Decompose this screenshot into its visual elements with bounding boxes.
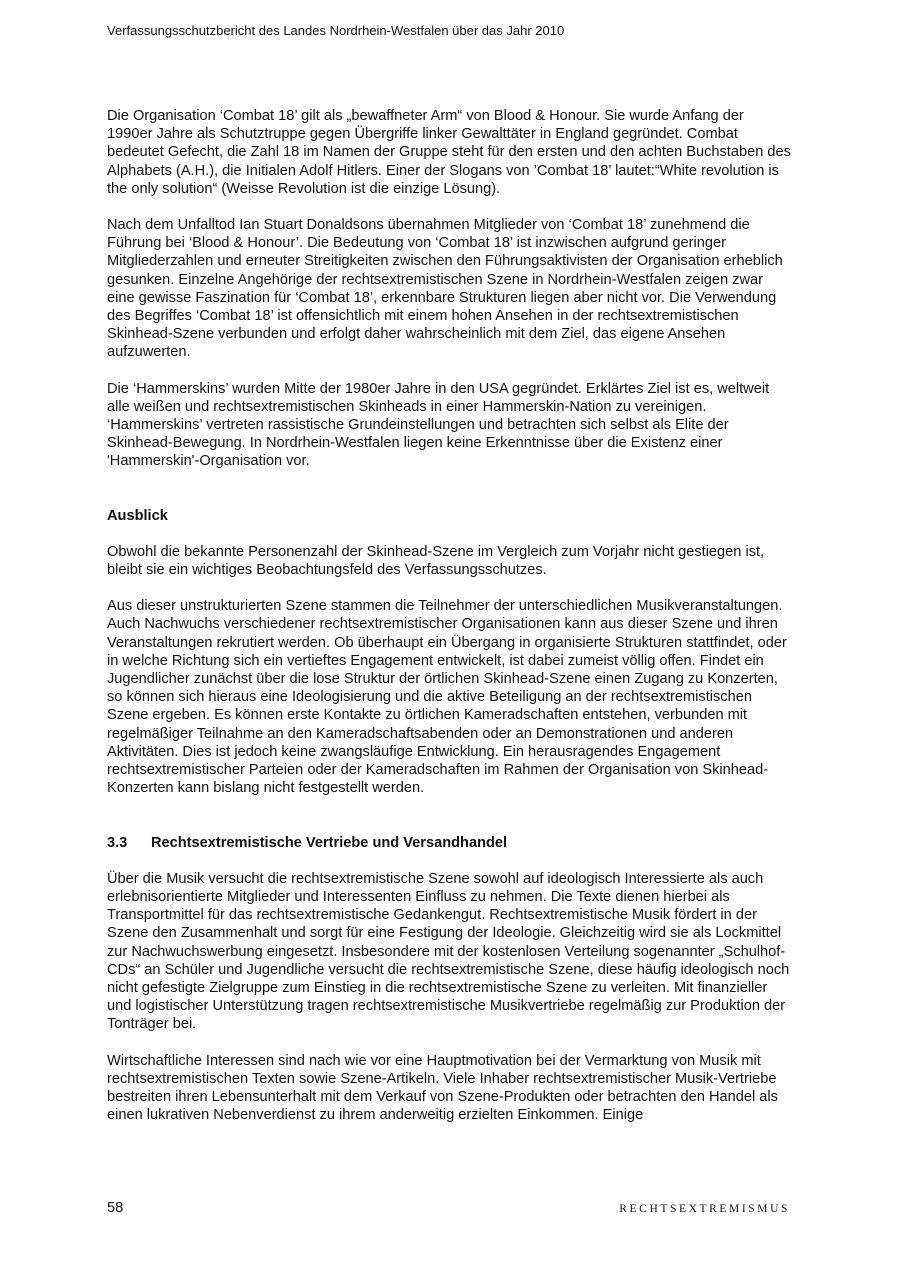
paragraph-music-influence: Über die Musik versucht die rechtsextremistische Szene sowohl auf ideologisch Interessierte als auch erlebnisorientierte Mitglieder und Interessenten Einfluss zu nehmen. Die Texte dienen hierbei als Transportmittel für das rechtsextremistische Gedankengut. Rechtsextremistische Musik fördert in der Szene den Zusammenhalt und sorgt für eine Festigung der Ideologie. Gleichzeitig wird sie als Lockmittel zur Nachwuchswerbung eingesetzt. Insbesondere mit der kostenlosen Verteilung sogenannter „Schulhof-CDs“ an Schüler und Jugendliche versucht die rechtsextremistische Szene, diese häufig ideologisch noch nicht gefestigte Zielgruppe zum Einstieg in die rechtsextremistische Szene zu verleiten. Mit finanzieller und logistischer Unterstützung tragen rechtsextremistische Musikvertriebe regelmäßig zur Produktion der Tonträger bei.	[107, 870, 790, 1033]
paragraph-combat18-development: Nach dem Unfalltod Ian Stuart Donaldsons übernahmen Mitglieder von ‘Combat 18’ zunehmend die Führung bei ‘Blood & Honour’. Die Bedeutung von ‘Combat 18’ ist inzwischen aufgrund geringer Mitgliederzahlen und erneuter Streitigkeiten zwischen den Führungsaktivisten der Organisation erheblich gesunken. Einzelne Angehörige der rechtsextremistischen Szene in Nordrhein-Westfalen zeigen zwar eine gewisse Faszination für ‘Combat 18’, erkennbare Strukturen liegen aber nicht vor. Die Verwendung des Begriffes ‘Combat 18’ ist offensichtlich mit einem hohen Ansehen in der rechtsextremistischen Skinhead-Szene verbunden und erfolgt daher wahrscheinlich mit dem Ziel, das eigene Ansehen aufzuwerten.	[107, 217, 783, 361]
section-heading	[107, 834, 791, 852]
paragraph-hammerskins: Die ‘Hammerskins’ wurden Mitte der 1980er Jahre in den USA gegründet. Erklärtes Ziel ist es, weltweit alle weißen und rechtsextremistischen Skinheads in einer Hammerskin-Nation zu vereinigen. ‘Hammerskins’ vertreten rassistische Grundeinstellungen und betrachten sich selbst als Elite der Skinhead-Bewegung. In Nordrhein-Westfalen liegen keine Erkenntnisse über die Existenz einer 'Hammerskin'-Organisation vor.	[107, 380, 770, 470]
paragraph-economic-interests: Wirtschaftliche Interessen sind nach wie vor eine Hauptmotivation bei der Vermarktung von Musik mit rechtsextremistischen Texten sowie Szene-Artikeln. Viele Inhaber rechtsextremistischer Musik-Vertriebe bestreiten ihren Lebensunterhalt mit dem Verkauf von Szene-Produkten oder betrachten den Handel als einen lukrativen Nebenverdienst zu ihrem anderweitig erzielten Einkommen. Einige	[107, 1052, 778, 1124]
paragraph-ausblick-2: Aus dieser unstrukturierten Szene stammen die Teilnehmer der unterschiedlichen Musikveranstaltungen. Auch Nachwuchs verschiedener rechtsextremistischer Organisationen kann aus dieser Szene und ihren Veranstaltungen rekrutiert werden. Ob überhaupt ein Übergang in organisierte Strukturen stattfindet, oder in welche Richtung sich ein vertieftes Engagement entwickelt, ist dabei zumeist völlig offen. Findet ein Jugendlicher zunächst über die lose Struktur der örtlichen Skinhead-Szene einen Zugang zu Konzerten, so können sich hieraus eine Ideologisierung und die aktive Beteiligung an der rechtsextremistischen Szene ergeben. Es können erste Kontakte zu örtlichen Kameradschaften entstehen, verbunden mit regelmäßiger Teilnahme an den Kameradschaftsabenden oder an Demonstrationen und anderen Aktivitäten. Dies ist jedoch keine zwangsläufige Entwicklung. Ein herausragendes Engagement rechtsextremistischer Parteien oder der Kameradschaften im Rahmen der Organisation von Skinhead-Konzerten kann bislang nicht festgestellt werden.	[107, 598, 787, 797]
page-number: 58	[107, 1200, 124, 1216]
chapter-label: RECHTSEXTREMISMUS	[619, 1203, 790, 1215]
page-body	[107, 107, 791, 1142]
heading-ausblick: Ausblick	[107, 507, 168, 524]
section-title: Rechtsextremistische Vertriebe und Versandhandel	[151, 834, 508, 851]
paragraph-ausblick-1: Obwohl die bekannte Personenzahl der Skinhead-Szene im Vergleich zum Vorjahr nicht gestiegen ist, bleibt sie ein wichtiges Beobachtungsfeld des Verfassungsschutzes.	[107, 543, 765, 579]
running-header: Verfassungsschutzbericht des Landes Nordrhein-Westfalen über das Jahr 2010	[107, 23, 565, 38]
section-number: 3.3	[107, 834, 128, 851]
paragraph-combat18-intro: Die Organisation ‘Combat 18’ gilt als „bewaffneter Arm“ von Blood & Honour. Sie wurde Anfang der 1990er Jahre als Schutztruppe gegen Übergriffe linker Gewalttäter in England gegründet. Combat bedeutet Gefecht, die Zahl 18 im Namen der Gruppe steht für den ersten und den achten Buchstaben des Alphabets (A.H.), die Initialen Adolf Hitlers. Einer der Slogans von ’Combat 18’ lautet:“White revolution is the only solution“ (Weisse Revolution ist die einzige Lösung).	[107, 108, 791, 197]
